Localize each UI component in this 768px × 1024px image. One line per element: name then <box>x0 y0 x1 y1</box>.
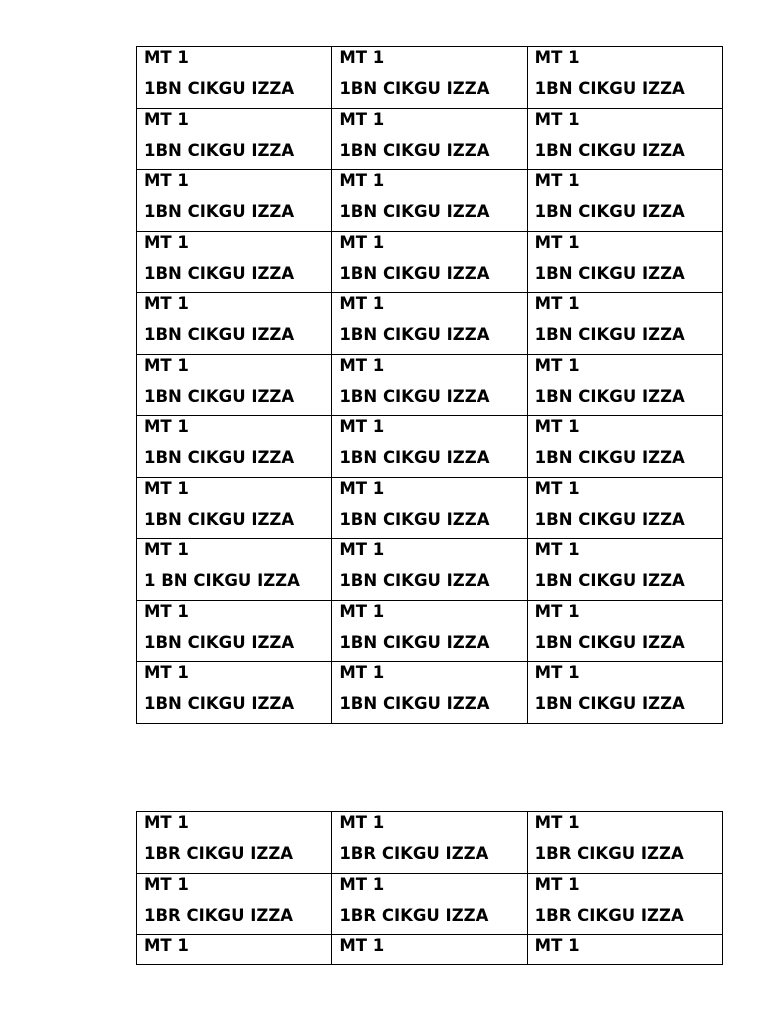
label-class-teacher: 1BN CIKGU IZZA <box>339 79 490 98</box>
label-row <box>137 416 723 478</box>
label-subject: MT 1 <box>534 355 580 375</box>
label-class-teacher: 1BR CIKGU IZZA <box>144 905 294 925</box>
label-subject: MT 1 <box>144 601 189 621</box>
label-table-body <box>137 47 723 724</box>
label-cell <box>527 47 722 109</box>
label-cell <box>332 354 527 416</box>
label-subject: MT 1 <box>534 601 580 621</box>
label-row <box>137 354 723 416</box>
label-class-teacher: 1BN CIKGU IZZA <box>339 140 490 160</box>
label-cell <box>137 539 332 601</box>
label-subject: MT 1 <box>534 478 580 498</box>
label-class-teacher: 1BN CIKGU IZZA <box>339 571 490 590</box>
label-cell <box>137 170 332 232</box>
label-table-body <box>137 812 723 965</box>
label-cell <box>527 354 722 416</box>
label-row <box>137 47 723 109</box>
label-cell <box>332 108 527 170</box>
label-subject: MT 1 <box>534 417 580 436</box>
label-class-teacher: 1BN CIKGU IZZA <box>339 202 490 221</box>
label-subject: MT 1 <box>144 294 189 313</box>
label-cell <box>137 354 332 416</box>
label-class-teacher: 1BN CIKGU IZZA <box>144 263 295 283</box>
label-cell <box>137 873 332 935</box>
label-cell <box>527 935 722 965</box>
label-subject: MT 1 <box>144 355 189 375</box>
label-subject: MT 1 <box>339 109 385 129</box>
label-class-teacher: 1BN CIKGU IZZA <box>144 325 295 344</box>
label-cell <box>332 477 527 539</box>
label-subject: MT 1 <box>534 232 580 252</box>
label-subject: MT 1 <box>339 48 385 67</box>
label-table-1bn <box>136 46 723 724</box>
label-class-teacher: 1BN CIKGU IZZA <box>144 632 295 652</box>
label-row <box>137 108 723 170</box>
label-subject: MT 1 <box>534 874 580 894</box>
label-class-teacher: 1BR CIKGU IZZA <box>534 844 684 863</box>
label-subject: MT 1 <box>534 109 580 129</box>
label-row <box>137 170 723 232</box>
label-class-teacher: 1BN CIKGU IZZA <box>534 202 685 221</box>
label-cell <box>137 477 332 539</box>
label-cell <box>527 600 722 662</box>
label-class-teacher: 1BN CIKGU IZZA <box>144 140 295 160</box>
label-subject: MT 1 <box>339 294 385 313</box>
label-cell <box>137 600 332 662</box>
label-cell <box>527 873 722 935</box>
label-subject: MT 1 <box>534 936 580 955</box>
label-subject: MT 1 <box>144 171 189 190</box>
label-cell <box>137 293 332 355</box>
label-class-teacher: 1BR CIKGU IZZA <box>339 844 489 863</box>
label-class-teacher: 1BN CIKGU IZZA <box>339 325 490 344</box>
label-class-teacher: 1BN CIKGU IZZA <box>144 202 295 221</box>
label-class-teacher: 1BN CIKGU IZZA <box>339 263 490 283</box>
label-class-teacher: 1BN CIKGU IZZA <box>534 325 685 344</box>
label-row <box>137 873 723 935</box>
label-cell <box>527 231 722 293</box>
label-cell <box>527 170 722 232</box>
label-class-teacher: 1BN CIKGU IZZA <box>144 694 295 713</box>
label-subject: MT 1 <box>144 478 189 498</box>
label-class-teacher: 1BN CIKGU IZZA <box>144 509 295 529</box>
label-class-teacher: 1BR CIKGU IZZA <box>144 844 294 863</box>
label-subject: MT 1 <box>144 663 189 682</box>
label-class-teacher: 1BN CIKGU IZZA <box>534 263 685 283</box>
label-row <box>137 935 723 965</box>
label-cell <box>527 812 722 874</box>
label-class-teacher: 1BN CIKGU IZZA <box>534 509 685 529</box>
label-subject: MT 1 <box>144 48 189 67</box>
label-subject: MT 1 <box>144 232 189 252</box>
label-cell <box>332 935 527 965</box>
label-row <box>137 477 723 539</box>
label-cell <box>137 108 332 170</box>
label-subject: MT 1 <box>339 355 385 375</box>
label-cell <box>527 539 722 601</box>
label-cell <box>137 935 332 965</box>
label-class-teacher: 1BN CIKGU IZZA <box>144 79 295 98</box>
label-subject: MT 1 <box>534 48 580 67</box>
label-subject: MT 1 <box>339 936 385 955</box>
label-subject: MT 1 <box>534 663 580 682</box>
label-class-teacher: 1BN CIKGU IZZA <box>534 448 685 467</box>
label-cell <box>332 873 527 935</box>
label-subject: MT 1 <box>144 417 189 436</box>
label-subject: MT 1 <box>144 936 189 955</box>
label-subject: MT 1 <box>144 874 189 894</box>
label-class-teacher: 1BN CIKGU IZZA <box>339 448 490 467</box>
label-subject: MT 1 <box>534 813 580 832</box>
label-cell <box>332 416 527 478</box>
label-row <box>137 231 723 293</box>
label-cell <box>332 812 527 874</box>
label-row <box>137 812 723 874</box>
label-cell <box>332 662 527 724</box>
label-class-teacher: 1BN CIKGU IZZA <box>339 632 490 652</box>
label-subject: MT 1 <box>144 813 189 832</box>
label-class-teacher: 1BN CIKGU IZZA <box>534 79 685 98</box>
label-cell <box>332 600 527 662</box>
label-subject: MT 1 <box>339 874 385 894</box>
label-class-teacher: 1BN CIKGU IZZA <box>339 694 490 713</box>
label-cell <box>332 539 527 601</box>
label-class-teacher: 1BN CIKGU IZZA <box>339 509 490 529</box>
label-subject: MT 1 <box>534 540 580 559</box>
label-row <box>137 293 723 355</box>
label-subject: MT 1 <box>144 540 189 559</box>
label-class-teacher: 1BN CIKGU IZZA <box>144 386 295 406</box>
label-subject: MT 1 <box>339 478 385 498</box>
label-subject: MT 1 <box>339 232 385 252</box>
label-subject: MT 1 <box>144 109 189 129</box>
label-cell <box>527 293 722 355</box>
label-class-teacher: 1 BN CIKGU IZZA <box>144 571 300 590</box>
label-class-teacher: 1BN CIKGU IZZA <box>534 140 685 160</box>
label-class-teacher: 1BR CIKGU IZZA <box>339 905 489 925</box>
label-subject: MT 1 <box>339 813 385 832</box>
label-cell <box>332 293 527 355</box>
label-row <box>137 662 723 724</box>
label-cell <box>527 416 722 478</box>
label-cell <box>137 231 332 293</box>
label-cell <box>137 47 332 109</box>
label-cell <box>137 812 332 874</box>
label-subject: MT 1 <box>339 417 385 436</box>
label-cell <box>332 231 527 293</box>
label-cell <box>527 108 722 170</box>
label-table-1br <box>136 811 723 965</box>
label-class-teacher: 1BN CIKGU IZZA <box>534 571 685 590</box>
label-subject: MT 1 <box>339 663 385 682</box>
label-subject: MT 1 <box>339 171 385 190</box>
label-row <box>137 600 723 662</box>
label-cell <box>137 662 332 724</box>
label-class-teacher: 1BR CIKGU IZZA <box>534 905 684 925</box>
label-cell <box>137 416 332 478</box>
label-cell <box>527 662 722 724</box>
label-subject: MT 1 <box>339 601 385 621</box>
label-cell <box>332 47 527 109</box>
label-subject: MT 1 <box>534 171 580 190</box>
label-cell <box>527 477 722 539</box>
label-class-teacher: 1BN CIKGU IZZA <box>534 386 685 406</box>
label-subject: MT 1 <box>534 294 580 313</box>
label-row <box>137 539 723 601</box>
label-class-teacher: 1BN CIKGU IZZA <box>534 694 685 713</box>
label-cell <box>332 170 527 232</box>
label-class-teacher: 1BN CIKGU IZZA <box>534 632 685 652</box>
label-subject: MT 1 <box>339 540 385 559</box>
label-class-teacher: 1BN CIKGU IZZA <box>144 448 295 467</box>
label-class-teacher: 1BN CIKGU IZZA <box>339 386 490 406</box>
